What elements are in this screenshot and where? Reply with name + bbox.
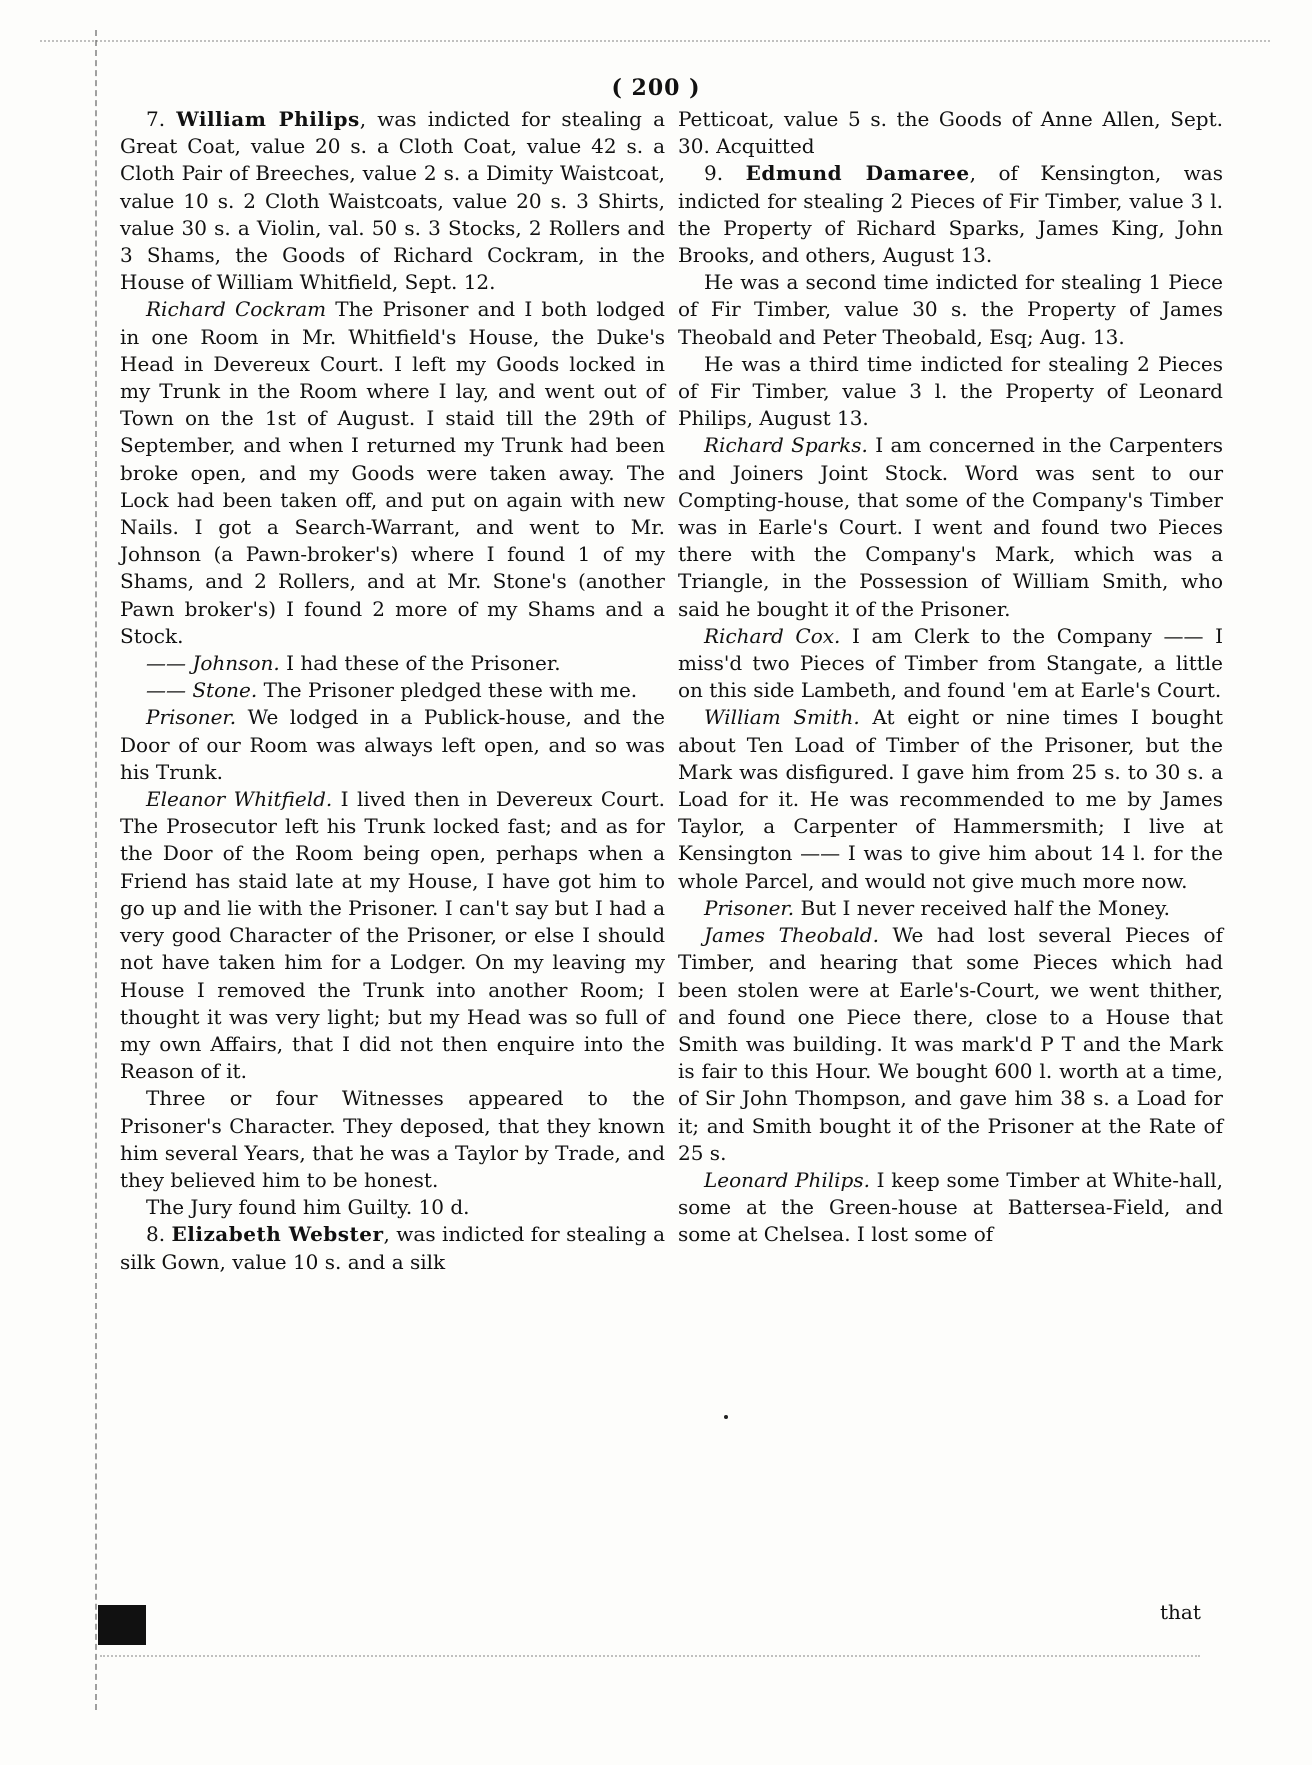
testimony-text: I had these of the Prisoner. [279, 651, 561, 676]
speaker-name: Leonard Philips. [704, 1167, 870, 1192]
testimony-paragraph [120, 677, 665, 704]
paragraph-text: The Jury found him Guilty. 10 d. [146, 1195, 470, 1220]
entry-text: , of Kensington, was indicted for stealing 2 Pieces of Fir Timber, value 3 l. the Property of Richard Sparks, James King, John Brooks, and others, August 13. [678, 161, 1223, 268]
trial-entry [120, 106, 665, 296]
paragraph [120, 1085, 665, 1194]
testimony-paragraph [678, 895, 1223, 922]
defendant-name: Elizabeth Webster [171, 1222, 384, 1247]
trial-entry [678, 160, 1223, 269]
scan-edge-left [95, 30, 107, 1710]
paragraph-text: He was a second time indicted for stealing 1 Piece of Fir Timber, value 30 s. the Property of James Theobald and Peter Theobald, Esq; Aug. 13. [678, 270, 1223, 349]
testimony-paragraph [678, 704, 1223, 894]
testimony-text: We lodged in a Publick-house, and the Door of our Room was always left open, and so was his Trunk. [120, 705, 665, 784]
testimony-text: The Prisoner pledged these with me. [257, 678, 638, 703]
testimony-paragraph [678, 432, 1223, 622]
speaker-name: Richard Sparks. [704, 433, 868, 458]
testimony-paragraph [120, 650, 665, 677]
continued-text: Petticoat, value 5 s. the Goods of Anne Allen, Sept. 30. Acquitted [678, 107, 1223, 159]
testimony-text: The Prisoner and I both lodged in one Room in Mr. Whitfield's House, the Duke's Head in Devereux Court. I left my Goods locked in my Trunk in the Room where I lay, and went out of Town on the 1st of August. I staid till the 29th of September, and when I returned my Trunk had been broke open, and my Goods were taken away. The Lock had been taken off, and put on again with new Nails. I got a Search-Warrant, and went to Mr. Johnson (a Pawn-broker's) where I found 1 of my Shams, and 2 Rollers, and at Mr. Stone's (another Pawn broker's) I found 2 more of my Shams and a Stock. [120, 297, 665, 648]
entry-number: 8. [146, 1222, 166, 1247]
paragraph-text: He was a third time indicted for stealing 2 Pieces of Fir Timber, value 3 l. the Property of Leonard Philips, August 13. [678, 351, 1223, 431]
entry-text: , was indicted for stealing a silk Gown, value 10 s. and a silk [120, 1222, 665, 1274]
defendant-name: William Philips [176, 107, 360, 131]
testimony-text: I lived then in Devereux Court. The Prosecutor left his Trunk locked fast; and as for the Door of the Room being open, perhaps when a Friend has staid late at my House, I have got him to go up and lie with the Prisoner. I can't say but I had a very good Character of the Prisoner, or else I should not have taken him for a Lodger. On my leaving my House I removed the Trunk into another Room; I thought it was very light; but my Head was so full of my own Affairs, that I did not then enquire into the Reason of it. [120, 787, 666, 1084]
testimony-paragraph [120, 704, 665, 786]
paragraph [120, 1194, 665, 1221]
paragraph-text: Three or four Witnesses appeared to the Prisoner's Character. They deposed, that they known him several Years, that he was a Taylor by Trade, and they believed him to be honest. [120, 1086, 665, 1192]
testimony-paragraph [678, 1167, 1223, 1249]
binding-mark [98, 1605, 146, 1645]
scan-noise-bottom [100, 1655, 1200, 1657]
catchword: that [1160, 1600, 1201, 1624]
testimony-paragraph [678, 623, 1223, 705]
testimony-text: We had lost several Pieces of Timber, and hearing that some Pieces which had been stolen were at Earle's-Court, we went thither, and found one Piece there, close to a House that Smith was building. It was mark'd P T and the Mark is fair to this Hour. We bought 600 l. worth at a time, of Sir John Thompson, and gave him 38 s. a Load for it; and Smith bought it of the Prisoner at the Rate of 25 s. [678, 923, 1223, 1165]
paragraph [678, 269, 1223, 351]
ink-speck [724, 1415, 728, 1419]
testimony-paragraph [120, 786, 665, 1085]
speaker-name: James Theobald. [704, 923, 879, 948]
paragraph [678, 351, 1223, 433]
entry-text: , was indicted for stealing a Great Coat, value 20 s. a Cloth Coat, value 42 s. a Cloth Pair of Breeches, value 2 s. a Dimity Waistcoat, value 10 s. 2 Cloth Waistcoats, value 20 s. 3 Shirts, value 30 s. a Violin, val. 50 s. 3 Stocks, 2 Rollers and 3 Shams, the Goods of Richard Cockram, in the House of William Whitfield, Sept. 12. [120, 107, 665, 295]
speaker-name: Richard Cox. [704, 623, 841, 648]
testimony-paragraph [678, 922, 1223, 1167]
speaker-name: —— Stone. [146, 678, 258, 703]
paragraph [678, 106, 1223, 160]
trial-entry [120, 1221, 665, 1275]
entry-number: 7. [146, 107, 166, 131]
speaker-name: Prisoner. [146, 705, 237, 730]
testimony-text: At eight or nine times I bought about Ten Load of Timber of the Prisoner, but the Mark was disfigured. I gave him from 25 s. to 30 s. a Load for it. He was recommended to me by James Taylor, a Carpenter of Hammersmith; I live at Kensington —— I was to give him about 14 l. for the whole Parcel, and would not give much more now. [678, 705, 1223, 893]
testimony-text: I keep some Timber at White-hall, some at the Green-house at Battersea-Field, and some at Chelsea. I lost some of [678, 1167, 1223, 1247]
testimony-text: But I never received half the Money. [794, 895, 1170, 920]
left-column [120, 106, 665, 1276]
testimony-text: I am concerned in the Carpenters and Joiners Joint Stock. Word was sent to our Compting-house, that some of the Company's Timber was in Earle's Court. I went and found two Pieces there with the Company's Mark, which was a Triangle, in the Possession of William Smith, who said he bought it of the Prisoner. [678, 433, 1223, 621]
defendant-name: Edmund Damaree [745, 161, 970, 186]
right-column [678, 106, 1223, 1249]
scan-noise-top [40, 40, 1270, 42]
speaker-name: Eleanor Whitfield. [146, 787, 333, 812]
testimony-text: I am Clerk to the Company —— I miss'd two Pieces of Timber from Stangate, a little on this side Lambeth, and found 'em at Earle's Court. [678, 623, 1223, 703]
speaker-name: Richard Cockram [146, 297, 327, 322]
page-number: ( 200 ) [611, 75, 701, 101]
entry-number: 9. [704, 161, 724, 186]
speaker-name: —— Johnson. [146, 651, 280, 676]
testimony-paragraph [120, 296, 665, 650]
speaker-name: William Smith. [704, 705, 860, 730]
speaker-name: Prisoner. [704, 895, 795, 920]
